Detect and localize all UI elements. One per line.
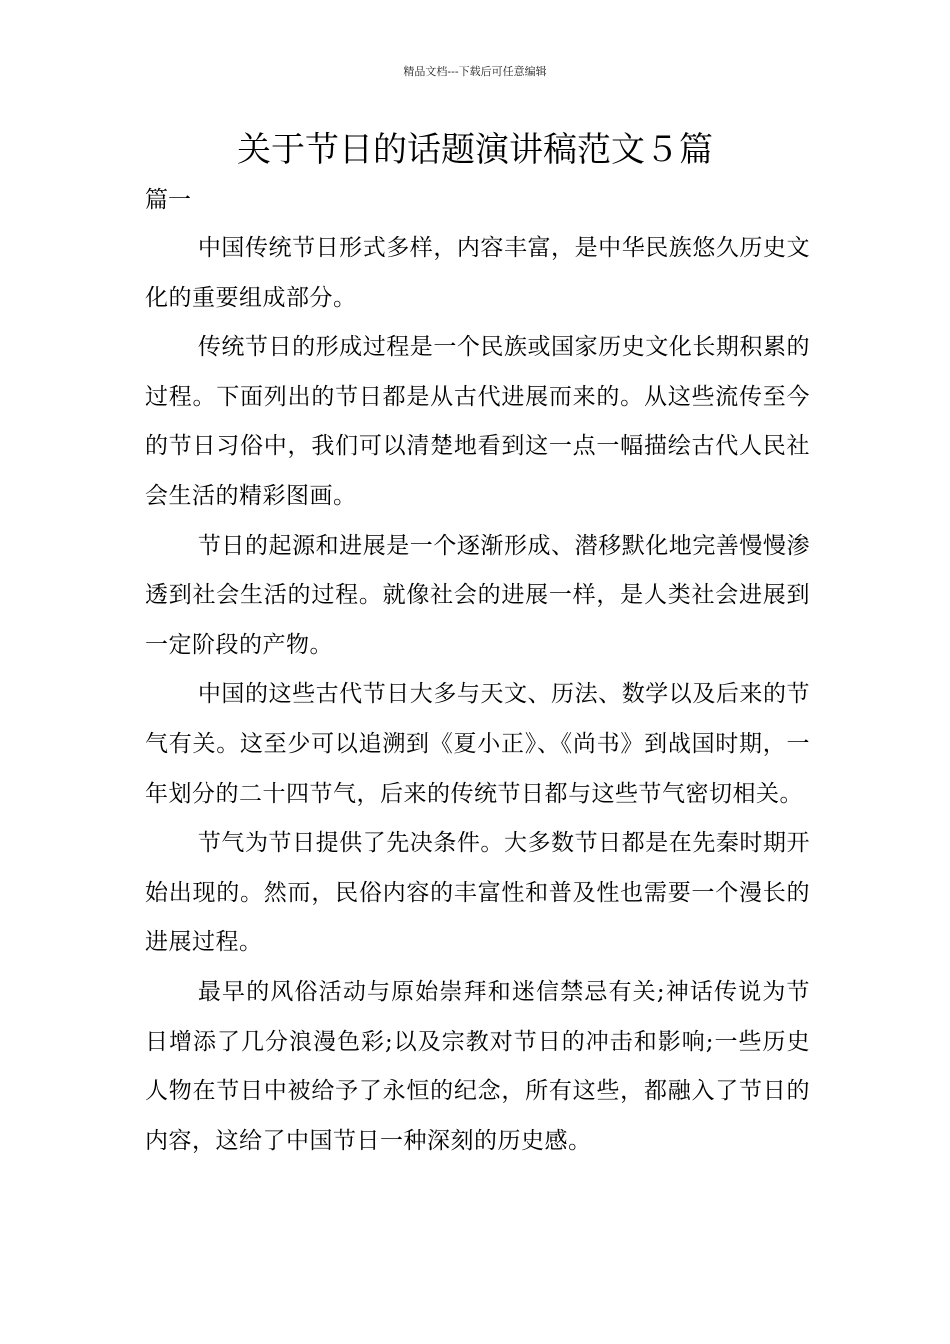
header-note: 精品文档---下载后可任意编辑 [403,65,547,78]
paragraph: 最早的风俗活动与原始崇拜和迷信禁忌有关;神话传说为节日增添了几分浪漫色彩;以及宗教对节日的冲击和影响;一些历史人物在节日中被给予了永恒的纪念，所有这些，都融入了节日的内容，这给了中国节日一种深刻的历史感。 [145,978,810,1154]
paragraph: 节气为节日提供了先决条件。大多数节日都是在先秦时期开始出现的。然而，民俗内容的丰富性和普及性也需要一个漫长的进展过程。 [145,830,810,956]
section-label: 篇一 [145,187,191,213]
paragraph: 传统节日的形成过程是一个民族或国家历史文化长期积累的过程。下面列出的节日都是从古代进展而来的。从这些流传至今的节日习俗中，我们可以清楚地看到这一点一幅描绘古代人民社会生活的精彩图画。 [145,334,810,509]
paragraph: 中国传统节日形式多样，内容丰富，是中华民族悠久历史文化的重要组成部分。 [145,235,810,311]
paragraph: 节日的起源和进展是一个逐渐形成、潜移默化地完善慢慢渗透到社会生活的过程。就像社会的进展一样，是人类社会进展到一定阶段的产物。 [145,532,810,658]
body-text [145,224,810,1166]
document-title: 关于节日的话题演讲稿范文５篇 [237,130,713,170]
paragraph: 中国的这些古代节日大多与天文、历法、数学以及后来的节气有关。这至少可以追溯到《夏小正》、《尚书》到战国时期，一年划分的二十四节气，后来的传统节日都与这些节气密切相关。 [145,681,810,807]
